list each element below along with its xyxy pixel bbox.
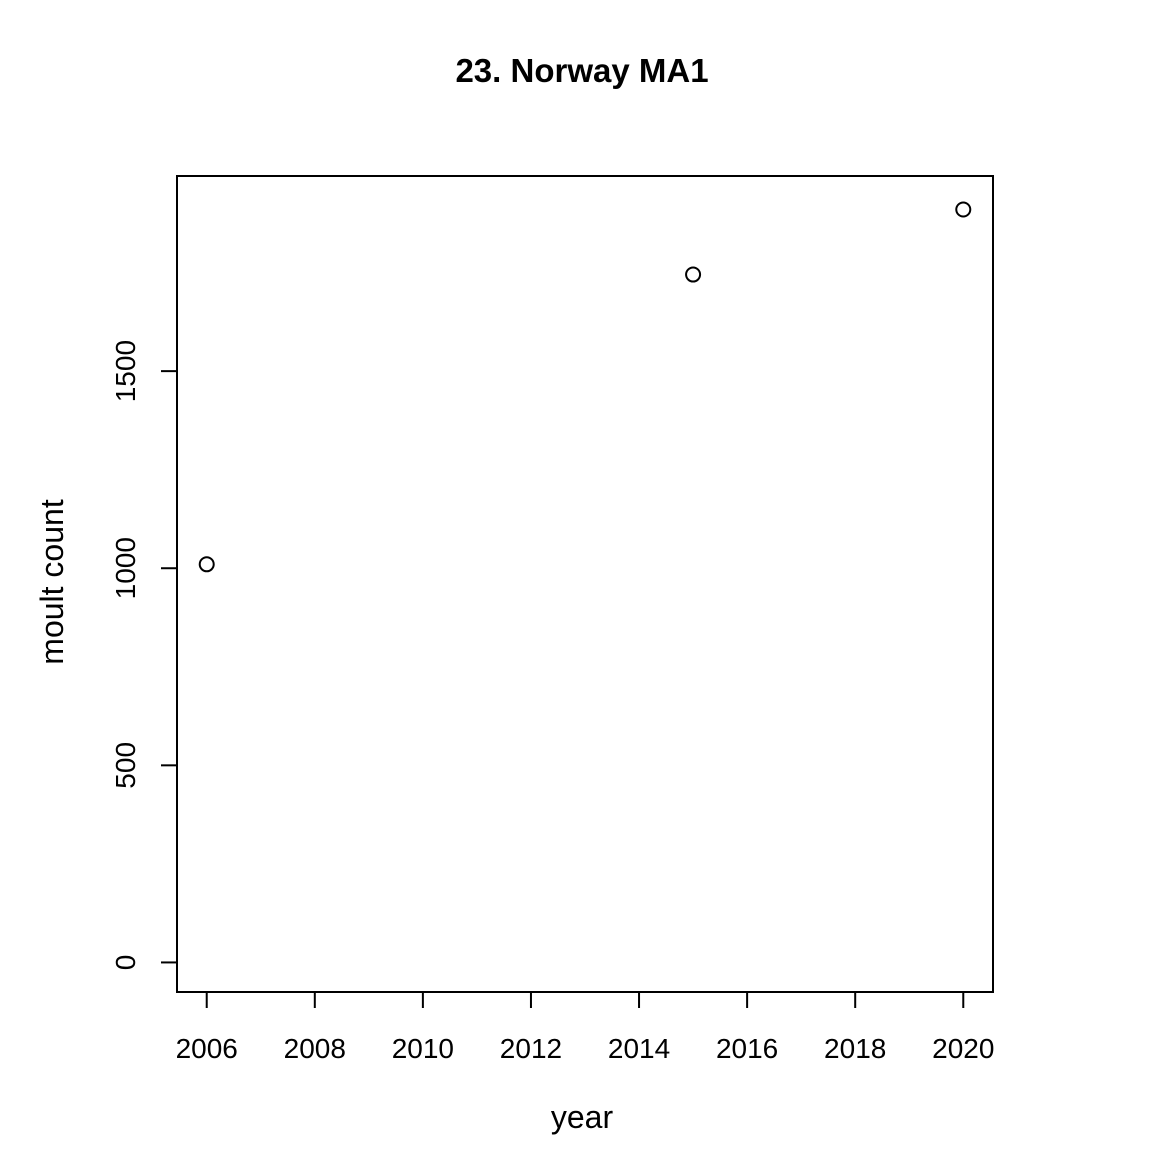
y-tick-label: 500 — [110, 741, 141, 789]
x-tick-label: 2010 — [391, 1033, 455, 1064]
x-tick-label: 2020 — [932, 1033, 995, 1064]
x-tick-label: 2008 — [283, 1033, 346, 1064]
y-tick-label: 1500 — [110, 339, 141, 403]
y-axis — [110, 340, 177, 970]
x-tick-label: 2016 — [715, 1033, 779, 1064]
data-point — [686, 268, 700, 282]
data-points — [200, 203, 971, 572]
x-axis — [176, 992, 995, 1064]
y-axis-label: moult count — [34, 499, 70, 665]
x-tick-label: 2012 — [499, 1033, 563, 1064]
y-tick-label: 0 — [110, 954, 141, 971]
y-tick-label: 1000 — [110, 537, 141, 600]
x-tick-label: 2018 — [824, 1033, 887, 1064]
x-tick-label: 2006 — [175, 1033, 238, 1064]
data-point — [956, 203, 970, 217]
x-tick-label: 2014 — [607, 1033, 671, 1064]
plot-area — [177, 176, 993, 992]
x-axis-label: year — [550, 1099, 614, 1135]
chart-title: 23. Norway MA1 — [455, 52, 709, 89]
data-point — [200, 557, 214, 571]
